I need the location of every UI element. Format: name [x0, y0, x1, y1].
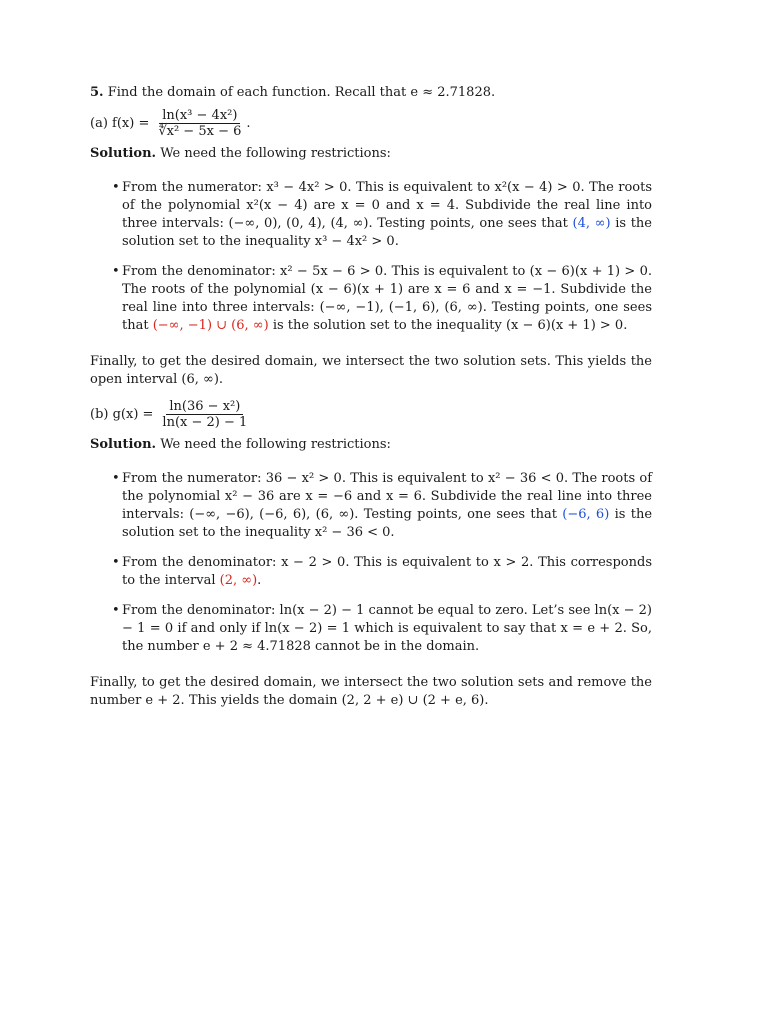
list-item	[122, 602, 652, 656]
part-a-numerator: ln(x³ − 4x²)	[159, 108, 240, 124]
list-item	[122, 470, 652, 542]
bullet-text: is the solution set to the inequality x³ − 4x² > 0.	[122, 216, 652, 249]
solution-interval-highlight: (−6, 6)	[562, 507, 610, 522]
part-b-function	[90, 399, 652, 430]
part-b-conclusion: Finally, to get the desired domain, we intersect the two solution sets and remove the number e + 2. This yields the domain (2, 2 + e) ∪ (2 + e, 6).	[90, 675, 652, 708]
problem-statement	[90, 84, 652, 102]
part-a-function	[90, 108, 652, 139]
list-item	[122, 179, 652, 251]
problem-number: 5.	[90, 85, 104, 100]
list-item	[122, 263, 652, 335]
part-a-label: (a) f(x) =	[90, 115, 150, 131]
part-b-fraction	[159, 399, 250, 430]
part-a-restrictions-list	[90, 179, 652, 335]
bullet-text: From the denominator: x − 2 > 0. This is equivalent to x > 2. This corresponds to the interval	[122, 555, 652, 588]
part-a-denominator: ∜x² − 5x − 6	[158, 124, 242, 139]
list-item	[122, 554, 652, 590]
bullet-text: is the solution set to the inequality x² − 36 < 0.	[122, 507, 653, 540]
bullet-text: From the denominator: x² − 5x − 6 > 0. This is equivalent to (x − 6)(x + 1) > 0. The roots of the polynomial (x − 6)(x + 1) are x = 6 and x = −1. Subdivide the real line into three intervals: (−∞, −1), (−1, 6), (6, ∞). Testing points, one sees that	[122, 264, 652, 333]
bullet-text: is the solution set to the inequality (x − 6)(x + 1) > 0.	[268, 318, 628, 333]
part-a-solution	[90, 145, 652, 163]
solution-interval-highlight: (−∞, −1) ∪ (6, ∞)	[152, 318, 269, 333]
part-b-solution-label: Solution.	[90, 437, 157, 452]
part-b-solution	[90, 436, 652, 454]
bullet-text: .	[257, 573, 262, 588]
solution-interval-highlight: (4, ∞)	[572, 216, 611, 231]
problem-text: Find the domain of each function. Recall that e ≈ 2.71828.	[107, 85, 496, 100]
part-b-solution-text: We need the following restrictions:	[160, 437, 391, 452]
bullet-text: From the numerator: 36 − x² > 0. This is equivalent to x² − 36 < 0. The roots of the polynomial x² − 36 are x = −6 and x = 6. Subdivide the real line into three intervals: (−∞, −6), (−6, 6), (6, ∞). Testing points, one sees that	[122, 471, 652, 522]
part-a-solution-label: Solution.	[90, 146, 157, 161]
part-b-denominator: ln(x − 2) − 1	[162, 415, 248, 430]
solution-interval-highlight: (2, ∞)	[219, 573, 258, 588]
part-b-restrictions-list	[90, 470, 652, 656]
part-a-solution-text: We need the following restrictions:	[160, 146, 391, 161]
part-a-conclusion: Finally, to get the desired domain, we intersect the two solution sets. This yields the open interval (6, ∞).	[90, 354, 652, 387]
document-page	[90, 84, 652, 720]
part-a-suffix: .	[246, 115, 251, 131]
bullet-text: From the numerator: x³ − 4x² > 0. This is equivalent to x²(x − 4) > 0. The roots of the polynomial x²(x − 4) are x = 0 and x = 4. Subdivide the real line into three intervals: (−∞, 0), (0, 4), (4, ∞). Testing points, one sees that	[122, 180, 652, 231]
part-b-label: (b) g(x) =	[90, 406, 154, 422]
bullet-text: From the denominator: ln(x − 2) − 1 cannot be equal to zero. Let’s see ln(x − 2) − 1 = 0 if and only if ln(x − 2) = 1 which is equivalent to say that x = e + 2. So, the number e + 2 ≈ 4.71828 cannot be in the domain.	[122, 603, 652, 654]
part-a-fraction	[155, 108, 244, 139]
part-b-numerator: ln(36 − x²)	[166, 399, 243, 415]
